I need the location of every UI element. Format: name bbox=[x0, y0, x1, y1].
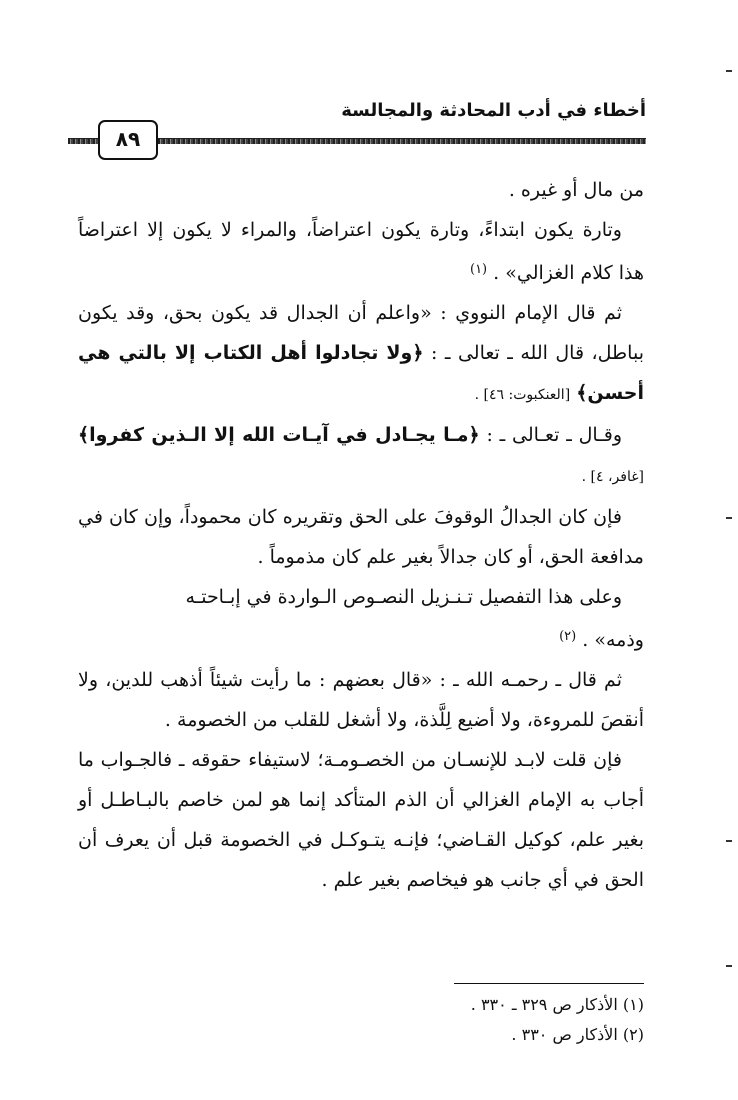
quran-verse: ﴿مـا يجـادل في آيـات الله إلا الـذين كفروا﴾ bbox=[78, 424, 480, 446]
paragraph: فإن كان الجدالُ الوقوفَ على الحق وتقريره كان محموداً، وإن كان في مدافعة الحق، أو كان جدالاً بغير علم كان مذموماً . bbox=[78, 506, 644, 568]
paragraph: وقـال ـ تعـالى ـ : ﴿مـا يجـادل في آيـات الله إلا الـذين كفروا﴾[غافر، ٤] . bbox=[78, 424, 644, 485]
page-number: ٨٩ bbox=[98, 120, 158, 160]
scan-mark bbox=[726, 517, 732, 519]
footnote: (٢) الأذكار ص ٣٣٠ . bbox=[511, 1025, 644, 1044]
footnote-divider bbox=[454, 983, 644, 984]
paragraph: وعلى هذا التفصيل تـنـزيل النصـوص الـواردة في إبـاحتـه وذمه» . $^{(٢)}$ bbox=[185, 586, 644, 651]
paragraph: ثم قال الإمام النووي : «واعلم أن الجدال قد يكون بحق، وقد يكون بباطل، قال الله ـ تعالى ـ : ﴿ولا تجادلوا أهل الكتاب إلا بالتي هي أحسن﴾ [العنكبوت: ٤٦] . bbox=[78, 302, 644, 404]
footnote-ref: (١) bbox=[469, 262, 488, 277]
paragraph: فإن قلت لابـد للإنسـان من الخصـومـة؛ لاستيفاء حقوقه ـ فالجـواب ما أجاب به الإمام الغزالي أن الذم المتأكد إنما هو لمن خاصم بالبـاطـل أو بغير علم، كوكيل القـاضي؛ فإنـه يتـوكـل في الخصومة قبل أن يعرف أن الحق في أي جانب هو فيخاصم بغير علم . bbox=[78, 749, 644, 891]
verse-citation: [غافر، ٤] . bbox=[581, 469, 644, 485]
main-text bbox=[78, 170, 644, 900]
footnotes bbox=[300, 990, 644, 1050]
paragraph: ثم قال ـ رحمـه الله ـ : «قال بعضهم : ما رأيت شيئاً أذهب للدين، ولا أنقصَ للمروءة، ولا أضيع لِلَّذة، ولا أشغل للقلب من الخصومة . bbox=[78, 669, 644, 731]
running-title: أخطاء في أدب المحادثة والمجالسة bbox=[341, 100, 646, 121]
paragraph: من مال أو غيره . bbox=[508, 179, 644, 201]
paragraph: وتارة يكون ابتداءً، وتارة يكون اعتراضاً، والمراء لا يكون إلا اعتراضاً هذا كلام الغزالي» . $^{(١)}$ bbox=[78, 219, 644, 284]
verse-citation: [العنكبوت: ٤٦] . bbox=[474, 387, 571, 403]
scan-mark bbox=[726, 965, 732, 967]
footnote: (١) الأذكار ص ٣٢٩ ـ ٣٣٠ . bbox=[470, 995, 644, 1014]
footnote-ref: (٢) bbox=[559, 629, 577, 644]
quran-verse: ﴿ولا تجادلوا أهل الكتاب إلا بالتي هي أحسن﴾ bbox=[78, 342, 644, 404]
page-header bbox=[68, 100, 646, 152]
scan-mark bbox=[726, 840, 732, 842]
scan-mark bbox=[726, 70, 732, 72]
